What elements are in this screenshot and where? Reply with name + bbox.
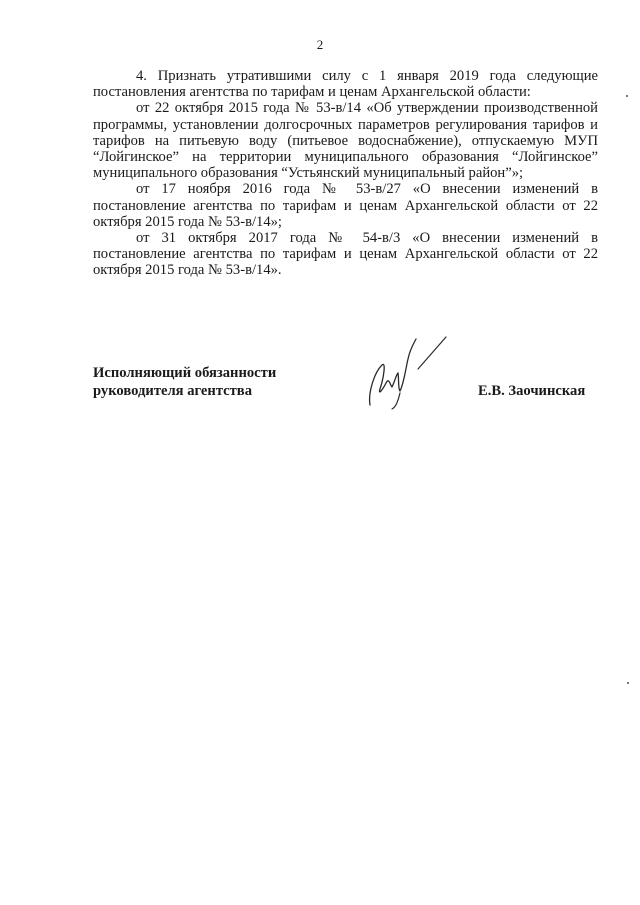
paragraph-resolution-53-v-27: от 17 ноября 2016 года № 53-в/27 «О внесении изменений в постановление агентства по тарифам и ценам Архангельской области от 22 октября 2015 года № 53-в/14»; [93, 181, 598, 230]
paragraph-item-4: 4. Признать утратившими силу с 1 января 2019 года следующие постановления агентства по тарифам и ценам Архангельской области: [93, 68, 598, 101]
paragraph-resolution-53-v-14: от 22 октября 2015 года № 53-в/14 «Об утверждении производственной программы, установлении долгосрочных параметров регулирования тарифов и тарифов на питьевую воду (питьевое водоснабжение), отпускаемую МУП “Лойгинское” на территории муниципального образования “Лойгинское” муниципального образования “Устьянский муниципальный район”»; [93, 100, 598, 182]
page-number: 2 [316, 37, 324, 52]
signatory-position-line2: руководителя агентства [93, 383, 252, 399]
signatory-position-line1: Исполняющий обязанности [93, 365, 277, 381]
scan-mark [627, 682, 629, 684]
handwritten-signature [362, 333, 452, 413]
signatory-position [93, 364, 276, 400]
scan-mark [626, 95, 628, 97]
signatory-name: Е.В. Заочинская [478, 383, 586, 399]
document-body [93, 68, 598, 279]
paragraph-resolution-54-v-3: от 31 октября 2017 года № 54-в/3 «О внесении изменений в постановление агентства по тарифам и ценам Архангельской области от 22 октября 2015 года № 53-в/14». [93, 230, 598, 279]
